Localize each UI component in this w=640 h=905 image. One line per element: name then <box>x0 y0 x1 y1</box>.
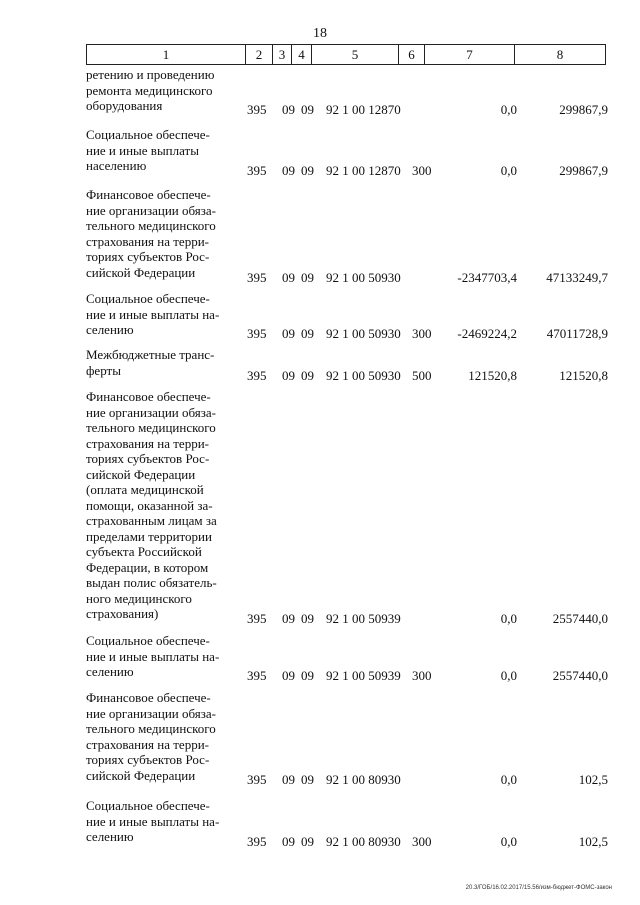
code-vr: 300 <box>412 667 432 683</box>
row-codes <box>0 771 640 787</box>
amount-total: 299867,9 <box>559 101 608 117</box>
description-line: Межбюджетные транс- <box>86 347 215 362</box>
code-vr: 300 <box>412 325 432 341</box>
description-line: ретению и проведению <box>86 67 215 82</box>
description-line: страхования на терри- <box>86 233 209 249</box>
code-gp: 395 <box>247 269 267 285</box>
description-line: ториях субъектов Рос- <box>86 249 210 264</box>
code-rz: 09 <box>282 325 295 341</box>
row-codes <box>0 101 640 117</box>
description-line: (оплата медицинской <box>86 482 204 497</box>
code-gp: 395 <box>247 162 267 178</box>
code-pr: 09 <box>301 667 314 683</box>
description-line: помощи, оказанной за- <box>86 497 213 513</box>
description-line: ние организации обяза- <box>86 404 216 420</box>
description-line: тельного медицинского <box>86 721 216 736</box>
description-line: ние организации обяза- <box>86 705 216 721</box>
description-line: страхования) <box>86 606 159 621</box>
amount-total: 47133249,7 <box>546 269 608 285</box>
description-line: Федерации, в котором <box>86 559 209 575</box>
code-gp: 395 <box>247 101 267 117</box>
code-rz: 09 <box>282 771 295 787</box>
description-line: ремонта медицинского <box>86 82 213 98</box>
description-line: оборудования <box>86 98 163 113</box>
description-line: субъекта Российской <box>86 544 202 559</box>
code-rz: 09 <box>282 269 295 285</box>
row-description <box>86 690 246 783</box>
description-line: ние организации обяза- <box>86 202 216 218</box>
budget-row <box>0 67 640 117</box>
code-vr: 300 <box>412 162 432 178</box>
code-pr: 09 <box>301 771 314 787</box>
description-line: ние и иные выплаты <box>86 142 199 158</box>
budget-row <box>0 347 640 383</box>
code-gp: 395 <box>247 667 267 683</box>
code-gp: 395 <box>247 610 267 626</box>
description-line: Финансовое обеспече- <box>86 389 211 404</box>
header-cell-3: 3 <box>273 45 292 65</box>
description-line: ториях субъектов Рос- <box>86 752 210 767</box>
code-csr: 92 1 00 80930 <box>326 771 401 787</box>
description-line: тельного медицинского <box>86 218 216 233</box>
budget-row <box>0 690 640 787</box>
code-vr: 500 <box>412 367 432 383</box>
code-vr: 300 <box>412 833 432 849</box>
description-line: Финансовое обеспече- <box>86 690 211 705</box>
code-gp: 395 <box>247 367 267 383</box>
header-cell-5: 5 <box>312 45 399 65</box>
code-csr: 92 1 00 50939 <box>326 667 401 683</box>
budget-row <box>0 291 640 341</box>
description-line: тельного медицинского <box>86 420 216 435</box>
code-csr: 92 1 00 50930 <box>326 325 401 341</box>
code-pr: 09 <box>301 325 314 341</box>
description-line: селению <box>86 664 134 679</box>
code-rz: 09 <box>282 833 295 849</box>
row-codes <box>0 325 640 341</box>
header-cell-1: 1 <box>87 45 246 65</box>
description-line: Социальное обеспече- <box>86 798 210 813</box>
description-line: сийской Федерации <box>86 466 196 482</box>
code-pr: 09 <box>301 367 314 383</box>
page-number: 18 <box>313 26 327 41</box>
description-line: ного медицинского <box>86 590 192 606</box>
budget-row <box>0 798 640 849</box>
amount-change: 0,0 <box>500 162 517 178</box>
row-codes <box>0 367 640 383</box>
code-rz: 09 <box>282 367 295 383</box>
row-codes <box>0 269 640 285</box>
code-csr: 92 1 00 12870 <box>326 162 401 178</box>
amount-change: 0,0 <box>500 833 517 849</box>
header-cell-6: 6 <box>399 45 425 65</box>
amount-change: -2347703,4 <box>457 269 517 285</box>
budget-row <box>0 127 640 178</box>
description-line: ние и иные выплаты на- <box>86 813 220 829</box>
amount-change: 0,0 <box>500 667 517 683</box>
code-rz: 09 <box>282 101 295 117</box>
amount-total: 47011728,9 <box>546 325 608 341</box>
budget-row <box>0 633 640 683</box>
code-gp: 395 <box>247 325 267 341</box>
row-codes <box>0 667 640 683</box>
document-footer-code: 20.3/ГОБ/16.02.2017/15.56/изм-бюджет-ФОМС-закон <box>465 885 612 891</box>
amount-change: 0,0 <box>500 771 517 787</box>
budget-row <box>0 187 640 285</box>
code-csr: 92 1 00 50930 <box>326 367 401 383</box>
code-pr: 09 <box>301 833 314 849</box>
amount-change: 121520,8 <box>468 367 517 383</box>
amount-change: 0,0 <box>500 101 517 117</box>
description-line: страхования на терри- <box>86 736 209 752</box>
amount-total: 2557440,0 <box>552 667 608 683</box>
description-line: Финансовое обеспече- <box>86 187 211 202</box>
row-description <box>86 389 246 622</box>
description-line: селению <box>86 322 134 337</box>
description-line: ние и иные выплаты на- <box>86 648 220 664</box>
row-codes <box>0 610 640 626</box>
code-pr: 09 <box>301 610 314 626</box>
code-pr: 09 <box>301 269 314 285</box>
description-line: выдан полис обязатель- <box>86 575 217 590</box>
description-line: сийской Федерации <box>86 767 196 783</box>
description-line: Социальное обеспече- <box>86 127 210 142</box>
code-csr: 92 1 00 50939 <box>326 610 401 626</box>
code-csr: 92 1 00 50930 <box>326 269 401 285</box>
amount-total: 121520,8 <box>559 367 608 383</box>
description-line: Социальное обеспече- <box>86 633 210 648</box>
header-cell-8: 8 <box>515 45 606 65</box>
code-pr: 09 <box>301 101 314 117</box>
code-rz: 09 <box>282 610 295 626</box>
amount-change: -2469224,2 <box>457 325 517 341</box>
header-cell-2: 2 <box>246 45 273 65</box>
description-line: ферты <box>86 362 121 378</box>
amount-total: 2557440,0 <box>552 610 608 626</box>
code-gp: 395 <box>247 771 267 787</box>
code-pr: 09 <box>301 162 314 178</box>
description-line: ториях субъектов Рос- <box>86 451 210 466</box>
header-cell-7: 7 <box>425 45 515 65</box>
amount-total: 299867,9 <box>559 162 608 178</box>
code-gp: 395 <box>247 833 267 849</box>
amount-change: 0,0 <box>500 610 517 626</box>
amount-total: 102,5 <box>578 833 608 849</box>
description-line: селению <box>86 829 134 844</box>
description-line: сийской Федерации <box>86 264 196 280</box>
row-description <box>86 187 246 280</box>
row-codes <box>0 162 640 178</box>
description-line: ние и иные выплаты на- <box>86 306 220 322</box>
code-csr: 92 1 00 80930 <box>326 833 401 849</box>
description-line: населению <box>86 158 147 173</box>
row-codes <box>0 833 640 849</box>
budget-row <box>0 389 640 626</box>
description-line: Социальное обеспече- <box>86 291 210 306</box>
code-rz: 09 <box>282 162 295 178</box>
description-line: страхования на терри- <box>86 435 209 451</box>
code-rz: 09 <box>282 667 295 683</box>
amount-total: 102,5 <box>578 771 608 787</box>
description-line: страхованным лицам за <box>86 513 217 528</box>
header-cell-4: 4 <box>292 45 312 65</box>
description-line: пределами территории <box>86 528 212 544</box>
code-csr: 92 1 00 12870 <box>326 101 401 117</box>
